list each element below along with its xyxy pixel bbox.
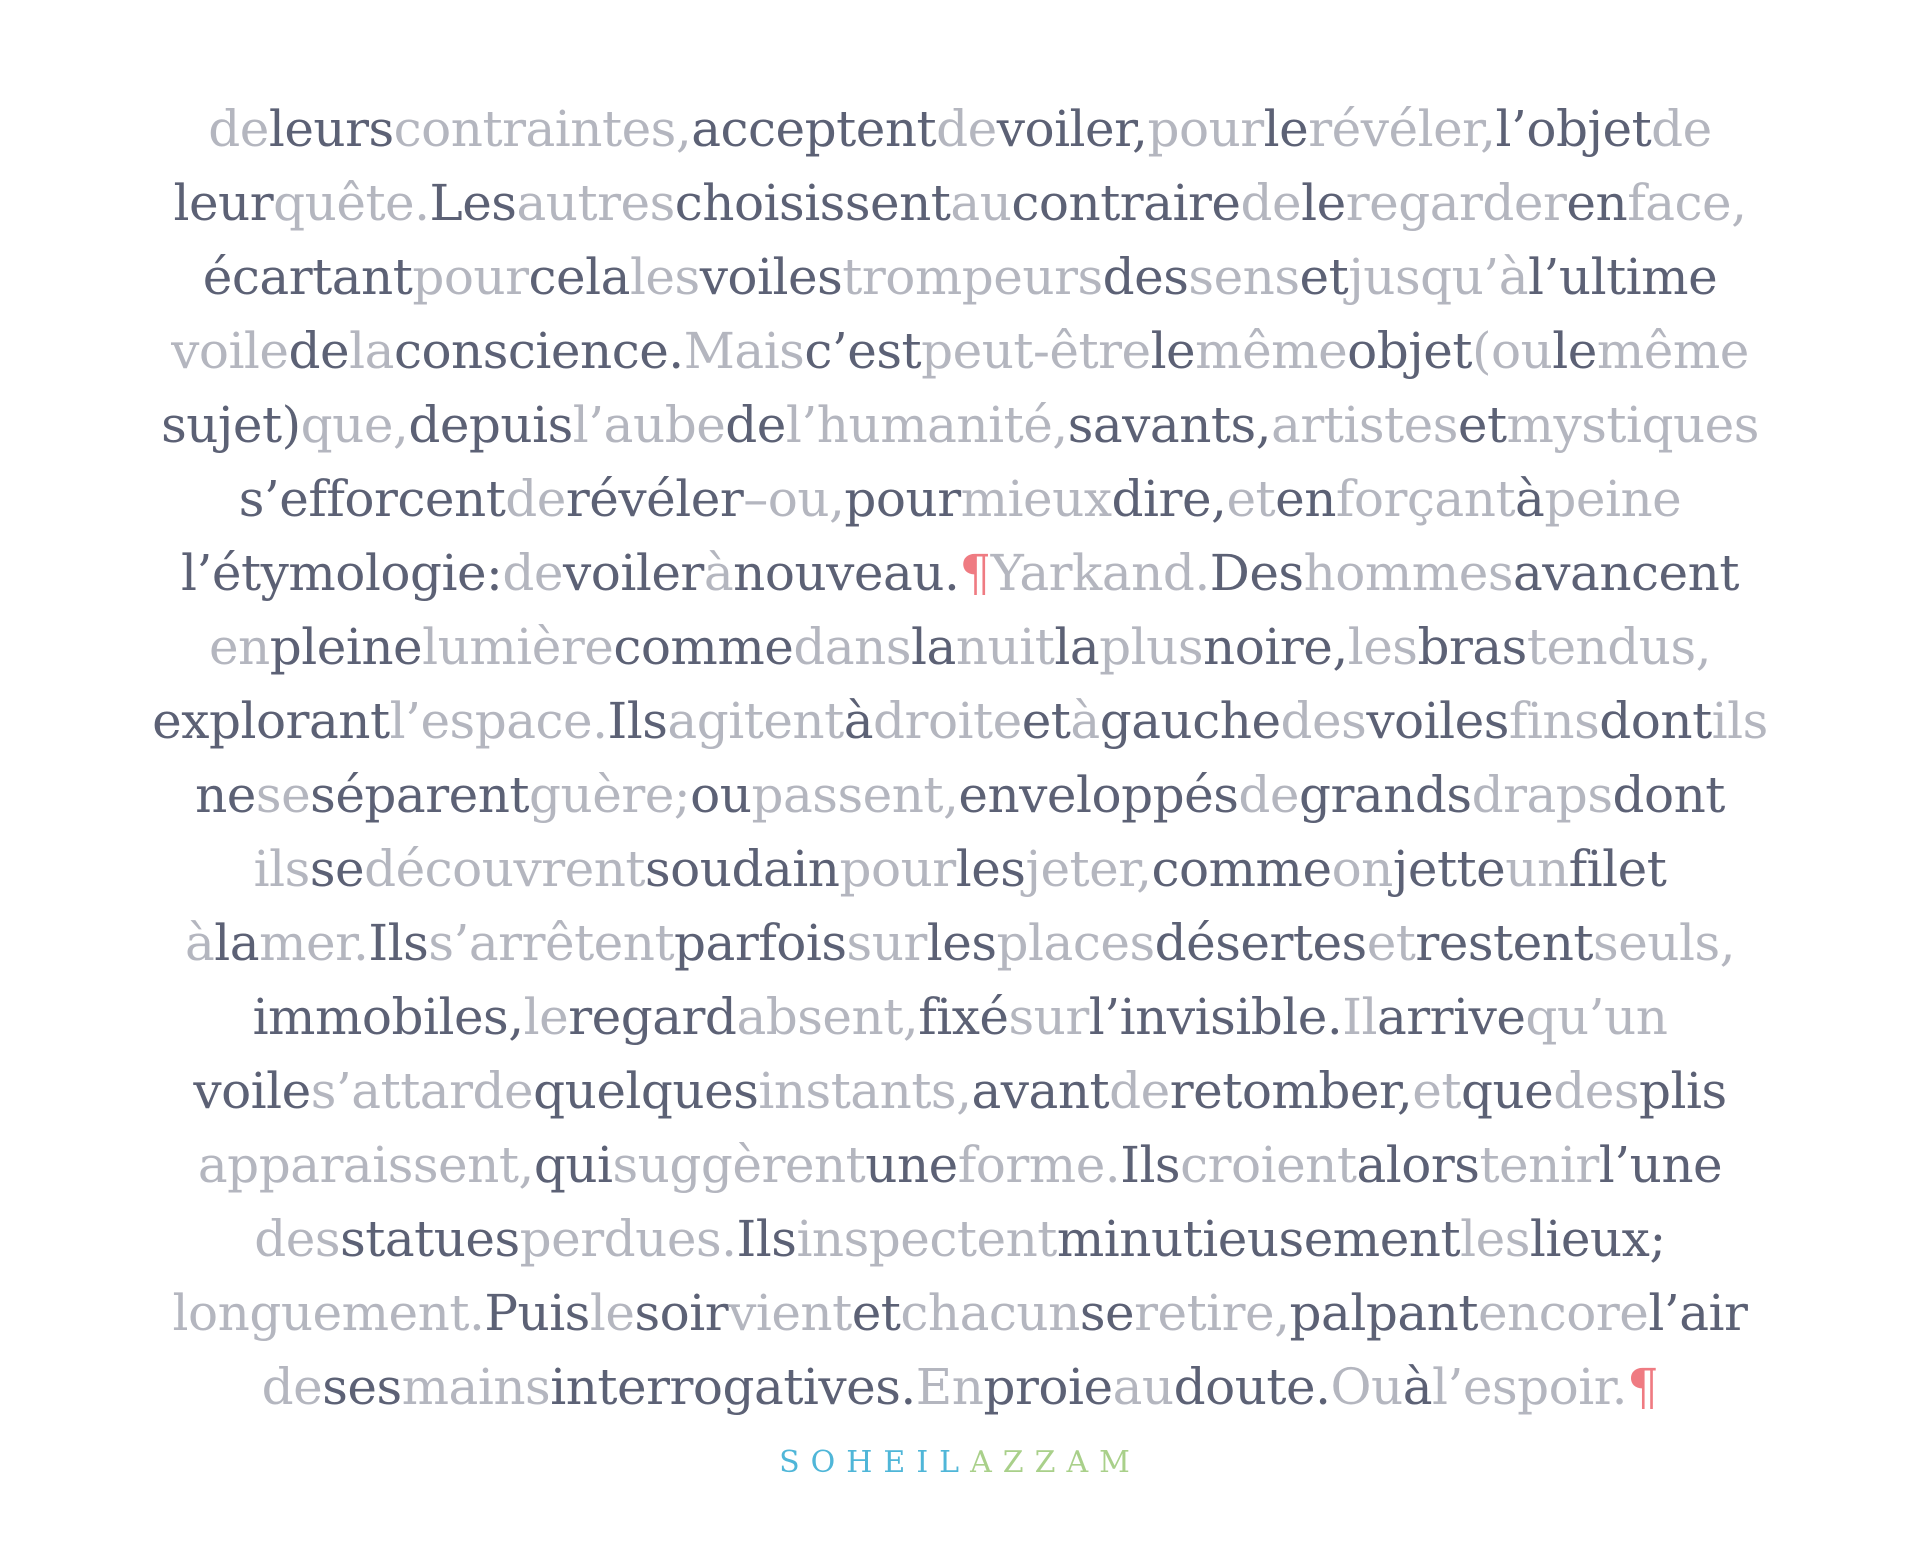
poem-line — [110, 1054, 1810, 1128]
poem-word: choisissent — [674, 174, 951, 232]
poem-word: seuls, — [1593, 914, 1736, 972]
poem-line — [110, 166, 1810, 240]
poem-word: la — [1054, 618, 1100, 676]
poem-line — [110, 1350, 1810, 1424]
poem-word: forçant — [1335, 470, 1516, 528]
poem-word: s’arrêtent — [428, 914, 675, 972]
poem-line — [110, 1128, 1810, 1202]
poem-word: doute. — [1173, 1358, 1331, 1416]
poem-word: le — [1301, 174, 1346, 232]
poem-word: Yarkand. — [990, 544, 1210, 602]
poem-word: immobiles, — [252, 988, 524, 1046]
poem-word: agitent — [667, 692, 844, 750]
poem-word: ou — [690, 766, 752, 824]
poem-line — [110, 1276, 1810, 1350]
poem-word: de — [502, 544, 563, 602]
poem-word: bras — [1417, 618, 1527, 676]
poem-word: croient — [1180, 1136, 1357, 1194]
poem-word: des — [1553, 1062, 1640, 1120]
poem-word: de — [1240, 174, 1302, 232]
poem-word: passent, — [751, 766, 959, 824]
poem-word: longuement. — [172, 1284, 485, 1342]
poem-word: révéler — [565, 470, 744, 528]
poem-word: pour — [844, 470, 961, 528]
poem-word: sur — [846, 914, 927, 972]
poem-line — [110, 610, 1810, 684]
poem-word: l’objet — [1495, 100, 1652, 158]
poem-word: ils — [1711, 692, 1768, 750]
poem-word: à — [1402, 1358, 1433, 1416]
poem-word: Ils — [736, 1210, 797, 1268]
poem-word: nouveau. — [733, 544, 960, 602]
poem-word: conscience. — [393, 322, 684, 380]
poem-word: se — [255, 766, 311, 824]
poem-word: au — [950, 174, 1012, 232]
poem-word: le — [1552, 322, 1597, 380]
poem-word: palpant — [1289, 1284, 1478, 1342]
poem-line — [110, 314, 1810, 388]
poem-word: voiles — [699, 248, 843, 306]
poem-word: le — [1263, 100, 1309, 158]
poem-word: les — [955, 840, 1026, 898]
poem-word: séparent — [310, 766, 530, 824]
pilcrow-mark: ¶ — [959, 544, 991, 602]
poem-word: guère; — [529, 766, 691, 824]
poem-word: vient — [728, 1284, 852, 1342]
poem-word: l’étymologie: — [181, 544, 503, 602]
poem-word: sur — [1008, 988, 1089, 1046]
poem-word: les — [629, 248, 700, 306]
poem-word: découvrent — [364, 840, 645, 898]
poem-word: arrive — [1376, 988, 1526, 1046]
poem-word: voiler, — [996, 100, 1148, 158]
poem-word: s’attarde — [310, 1062, 534, 1120]
author-last-name: AZZAM — [970, 1445, 1141, 1480]
poem-word: statues — [340, 1210, 520, 1268]
poem-word: interrogatives. — [550, 1358, 916, 1416]
poem-word: révéler, — [1308, 100, 1496, 158]
poem-word: leur — [173, 174, 274, 232]
poem-word: à — [1515, 470, 1545, 528]
poem-word: écartant — [202, 248, 413, 306]
poem-word: jette — [1392, 840, 1506, 898]
poem-word: Ils — [368, 914, 429, 972]
poem-word: et — [1021, 692, 1071, 750]
poem-word: avancent — [1512, 544, 1739, 602]
poem-word: que, — [300, 396, 409, 454]
poem-word: depuis — [408, 396, 573, 454]
poem-word: les — [926, 914, 997, 972]
poem-word: instants, — [758, 1062, 972, 1120]
poem-word: mieux — [960, 470, 1112, 528]
poem-line — [110, 684, 1810, 758]
poem-word: de — [208, 100, 269, 158]
poem-word: artistes — [1271, 396, 1458, 454]
poem-word: de — [1238, 766, 1299, 824]
poem-word: voiles — [1366, 692, 1509, 750]
poem-word: se — [309, 840, 365, 898]
author-signature — [0, 1445, 1920, 1480]
poem-word: à — [703, 544, 734, 602]
poem-word: pour — [1147, 100, 1264, 158]
poem-word: encore — [1477, 1284, 1649, 1342]
poem-word: autres — [516, 174, 675, 232]
poem-word: plus — [1099, 618, 1204, 676]
poem-word: trompeurs — [842, 248, 1103, 306]
poem-word: alors — [1356, 1136, 1480, 1194]
poem-word: enveloppés — [958, 766, 1239, 824]
poem-word: retomber, — [1169, 1062, 1413, 1120]
poem-word: dont — [1599, 692, 1712, 750]
poem-word: qu’un — [1525, 988, 1668, 1046]
poem-word: l’une — [1598, 1136, 1723, 1194]
poem-word: absent, — [736, 988, 919, 1046]
poem-word: objet — [1347, 322, 1472, 380]
poem-word: Il — [1342, 988, 1377, 1046]
poem-word: de — [1651, 100, 1712, 158]
poem-word: pour — [839, 840, 956, 898]
poem-word: mains — [401, 1358, 551, 1416]
poem-word: minutieusement — [1056, 1210, 1461, 1268]
poem-word: mystiques — [1506, 396, 1759, 454]
poem-word: de — [725, 396, 786, 454]
poem-word: et — [1412, 1062, 1461, 1120]
poem-word: noire, — [1203, 618, 1348, 676]
poem-word: l’invisible. — [1088, 988, 1343, 1046]
poem-word: en — [1275, 470, 1336, 528]
poem-word: explorant — [152, 692, 390, 750]
poem-line — [110, 832, 1810, 906]
poem-word: jeter, — [1025, 840, 1152, 898]
poem-word: se — [1079, 1284, 1135, 1342]
poem-word: le — [1150, 322, 1196, 380]
poem-word: suggèrent — [612, 1136, 866, 1194]
poem-word: voile — [171, 322, 289, 380]
poem-word: apparaissent, — [197, 1136, 534, 1194]
poem-word: s’efforcent — [238, 470, 506, 528]
poem-word: forme. — [957, 1136, 1121, 1194]
poem-word: perdues. — [519, 1210, 737, 1268]
poem-word: avant — [971, 1062, 1110, 1120]
poem-word: mer. — [259, 914, 369, 972]
poem-word: restent — [1415, 914, 1594, 972]
poem-word: et — [1299, 248, 1349, 306]
poem-word: proie — [983, 1358, 1113, 1416]
poem-word: Des — [1209, 544, 1304, 602]
poem-word: et — [1226, 470, 1276, 528]
poem-word: ils — [253, 840, 310, 898]
poem-word: quête. — [273, 174, 430, 232]
poem-word: la — [214, 914, 260, 972]
poem-word: tenir — [1479, 1136, 1599, 1194]
poem-line — [110, 240, 1810, 314]
poem-text-block — [110, 92, 1810, 1424]
poem-word: retire, — [1134, 1284, 1290, 1342]
poem-word: soudain — [645, 840, 840, 898]
pilcrow-mark: ¶ — [1627, 1358, 1659, 1416]
poem-word: le — [523, 988, 569, 1046]
poem-word: En — [915, 1358, 984, 1416]
poem-line — [110, 536, 1810, 610]
poem-word: l’aube — [572, 396, 726, 454]
poem-word: face, — [1627, 174, 1747, 232]
poem-word: de — [505, 470, 566, 528]
poem-word: qui — [533, 1136, 613, 1194]
poem-word: ne — [195, 766, 256, 824]
poem-word: l’humanité, — [785, 396, 1068, 454]
poem-word: fixé — [918, 988, 1009, 1046]
poem-word: ses — [322, 1358, 402, 1416]
poem-word: des — [1102, 248, 1189, 306]
poem-word: à — [184, 914, 215, 972]
poem-word: acceptent — [691, 100, 937, 158]
poem-word: à — [1070, 692, 1100, 750]
poem-word: Ils — [607, 692, 668, 750]
poem-word: pleine — [269, 618, 423, 676]
poem-word: de — [936, 100, 997, 158]
poem-word: pour — [412, 248, 529, 306]
poem-word: l’air — [1648, 1284, 1748, 1342]
poem-word: cela — [528, 248, 630, 306]
poem-word: tendus, — [1526, 618, 1712, 676]
poem-line — [110, 906, 1810, 980]
poem-word: et — [1366, 914, 1416, 972]
poem-word: la — [911, 618, 956, 676]
poem-word: contraire — [1011, 174, 1241, 232]
poem-word: grands — [1299, 766, 1472, 824]
poem-word: soir — [634, 1284, 729, 1342]
poem-word: savants, — [1067, 396, 1272, 454]
poem-word: les — [1460, 1210, 1530, 1268]
poem-word: des — [254, 1210, 341, 1268]
poem-word: contraintes, — [393, 100, 692, 158]
poem-word: même — [1596, 322, 1749, 380]
poem-word: lumière — [422, 618, 614, 676]
poem-word: que — [1460, 1062, 1554, 1120]
poem-word: les — [1347, 618, 1418, 676]
poem-word: désertes — [1154, 914, 1367, 972]
poem-word: –ou, — [743, 470, 845, 528]
poem-word: peut-être — [921, 322, 1151, 380]
poem-word: regarder — [1345, 174, 1567, 232]
poem-word: chacun — [900, 1284, 1080, 1342]
poem-word: fins — [1508, 692, 1600, 750]
poem-word: comme — [613, 618, 794, 676]
poem-word: une — [865, 1136, 958, 1194]
poem-word: dire, — [1111, 470, 1227, 528]
poem-word: gauche — [1099, 692, 1281, 750]
poem-word: l’espoir. — [1432, 1358, 1628, 1416]
poem-word: la — [349, 322, 394, 380]
poem-word: regard — [568, 988, 737, 1046]
poem-word: voiler — [563, 544, 704, 602]
poem-word: Mais — [683, 322, 805, 380]
poem-word: peine — [1544, 470, 1682, 528]
poem-word: sens — [1188, 248, 1300, 306]
poem-line — [110, 388, 1810, 462]
poem-word: (ou — [1471, 322, 1553, 380]
poem-word: l’espace. — [389, 692, 608, 750]
poem-word: de — [288, 322, 350, 380]
poem-word: Puis — [484, 1284, 590, 1342]
poem-word: draps — [1471, 766, 1613, 824]
poem-word: voile — [193, 1062, 311, 1120]
poem-word: lieux; — [1529, 1210, 1666, 1268]
poem-word: quelques — [533, 1062, 759, 1120]
poem-word: en — [1566, 174, 1628, 232]
poem-word: places — [996, 914, 1155, 972]
poem-word: filet — [1568, 840, 1667, 898]
author-first-name: SOHEIL — [779, 1445, 971, 1480]
poem-word: droite — [873, 692, 1022, 750]
poem-word: à — [843, 692, 874, 750]
poem-word: et — [1457, 396, 1507, 454]
poem-word: on — [1331, 840, 1393, 898]
poem-word: Ils — [1120, 1136, 1181, 1194]
poem-word: parfois — [674, 914, 847, 972]
poem-word: des — [1280, 692, 1367, 750]
poem-word: de — [1109, 1062, 1170, 1120]
poem-word: au — [1112, 1358, 1174, 1416]
poem-word: même — [1195, 322, 1348, 380]
poem-word: et — [851, 1284, 901, 1342]
poem-word: le — [589, 1284, 635, 1342]
poem-word: un — [1505, 840, 1569, 898]
poem-word: l’ultime — [1528, 248, 1718, 306]
poem-line — [110, 462, 1810, 536]
poem-word: leurs — [268, 100, 394, 158]
poem-word: sujet) — [161, 396, 301, 454]
poem-word: jusqu’à — [1348, 248, 1529, 306]
poem-word: Ou — [1330, 1358, 1403, 1416]
poem-word: de — [261, 1358, 323, 1416]
poem-word: comme — [1151, 840, 1332, 898]
poem-line — [110, 92, 1810, 166]
poem-word: plis — [1639, 1062, 1727, 1120]
poem-word: nuit — [955, 618, 1055, 676]
poem-word: hommes — [1303, 544, 1513, 602]
poem-word: dont — [1612, 766, 1725, 824]
poem-line — [110, 758, 1810, 832]
poem-word: c’est — [804, 322, 922, 380]
poem-line — [110, 1202, 1810, 1276]
poem-word: Les — [429, 174, 517, 232]
poem-word: dans — [793, 618, 912, 676]
poem-word: en — [208, 618, 270, 676]
poem-word: inspectent — [796, 1210, 1057, 1268]
poem-line — [110, 980, 1810, 1054]
